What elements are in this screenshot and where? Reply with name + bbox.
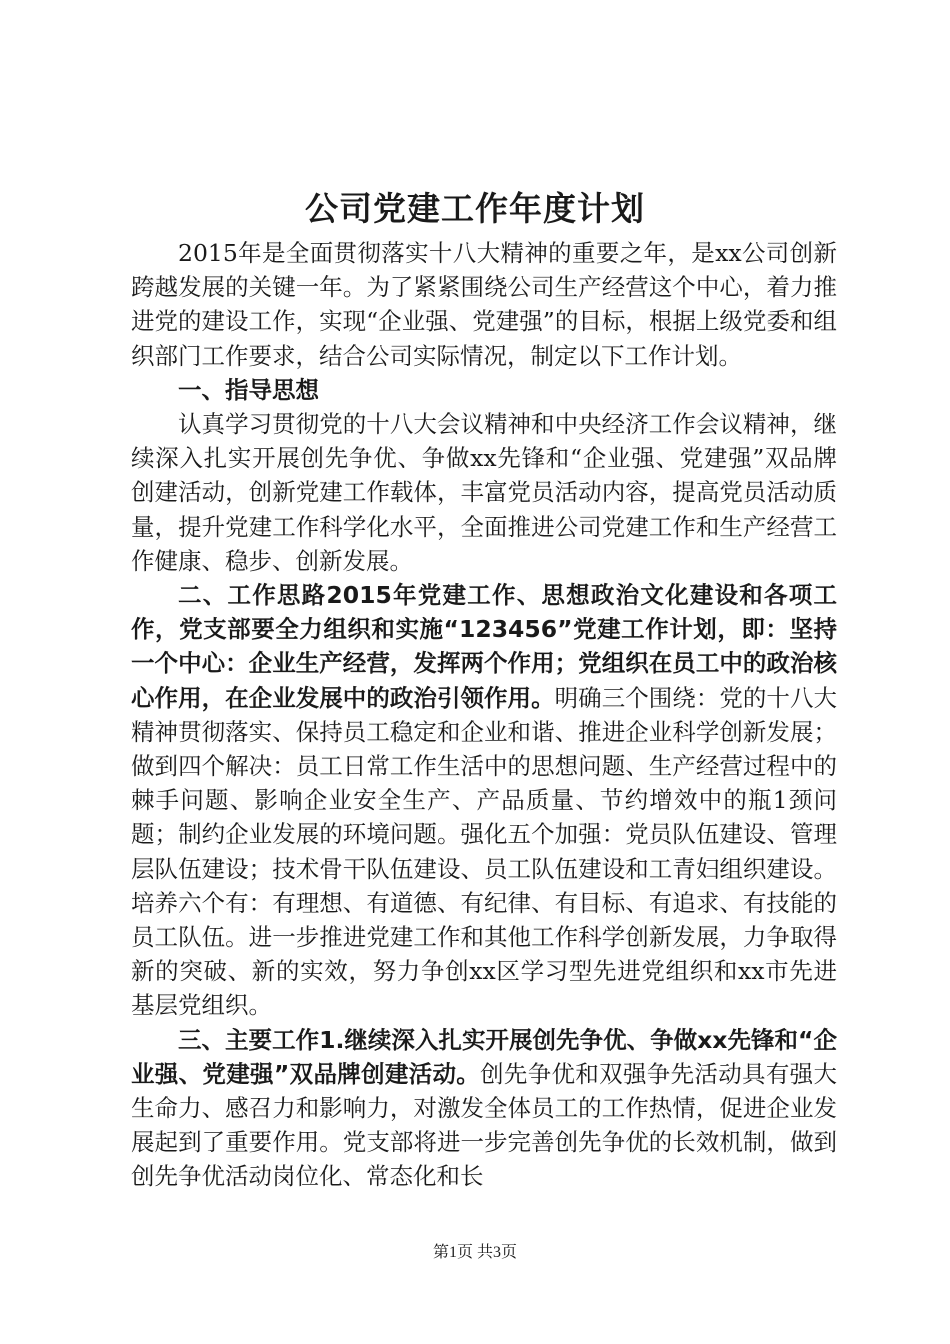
section-main-work-text: 创先争优和双强争先活动具有强大生命力、感召力和影响力，对激发全体员工的工作热情，促进企业发展起到了重要作用。党支部将进一步完善创先争优的长效机制，做到创先争优活动岗位化、常态化和长 — [131, 1059, 837, 1191]
section-work-approach-paragraph — [131, 578, 837, 1023]
document-body — [131, 236, 837, 1194]
section-work-approach-bold: 二、工作思路2015年党建工作、思想政治文化建设和各项工作，党支部要全力组织和实施“123456”党建工作计划，即：坚持一个中心：企业生产经营，发挥两个作用；党组织在员工中的政治核心作用，在企业发展中的政治引领作用。 — [131, 581, 837, 712]
section-heading-guiding-thought: 一、指导思想 — [178, 375, 319, 404]
section-main-work-paragraph — [131, 1023, 837, 1194]
section-guiding-thought-paragraph: 认真学习贯彻党的十八大会议精神和中央经济工作会议精神，继续深入扎实开展创先争优、争做xx先锋和“企业强、党建强”双品牌创建活动，创新党建工作载体，丰富党员活动内容，提高党员活动质量，提升党建工作科学化水平，全面推进公司党建工作和生产经营工作健康、稳步、创新发展。 — [131, 410, 837, 575]
section-main-work-bold: 三、主要工作1.继续深入扎实开展创先争优、争做xx先锋和“企业强、党建强”双品牌创建活动。 — [131, 1025, 837, 1088]
section-work-approach-text: 明确三个围绕：党的十八大精神贯彻落实、保持员工稳定和企业和谐、推进企业科学创新发展；做到四个解决：员工日常工作生活中的思想问题、生产经营过程中的棘手问题、影响企业安全生产、产品质量、节约增效中的瓶1颈问题；制约企业发展的环境问题。强化五个加强：党员队伍建设、管理层队伍建设；技术骨干队伍建设、员工队伍建设和工青妇组织建设。培养六个有：有理想、有道德、有纪律、有目标、有追求、有技能的员工队伍。进一步推进党建工作和其他工作科学创新发展，力争取得新的突破、新的实效，努力争创xx区学习型先进党组织和xx市先进基层党组织。 — [131, 683, 838, 1020]
intro-paragraph: 2015年是全面贯彻落实十八大精神的重要之年，是xx公司创新跨越发展的关键一年。为了紧紧围绕公司生产经营这个中心，着力推进党的建设工作，实现“企业强、党建强”的目标，根据上级党委和组织部门工作要求，结合公司实际情况，制定以下工作计划。 — [131, 239, 837, 370]
page-footer: 第1页 共3页 — [432, 1244, 517, 1261]
document-title: 公司党建工作年度计划 — [305, 189, 645, 228]
